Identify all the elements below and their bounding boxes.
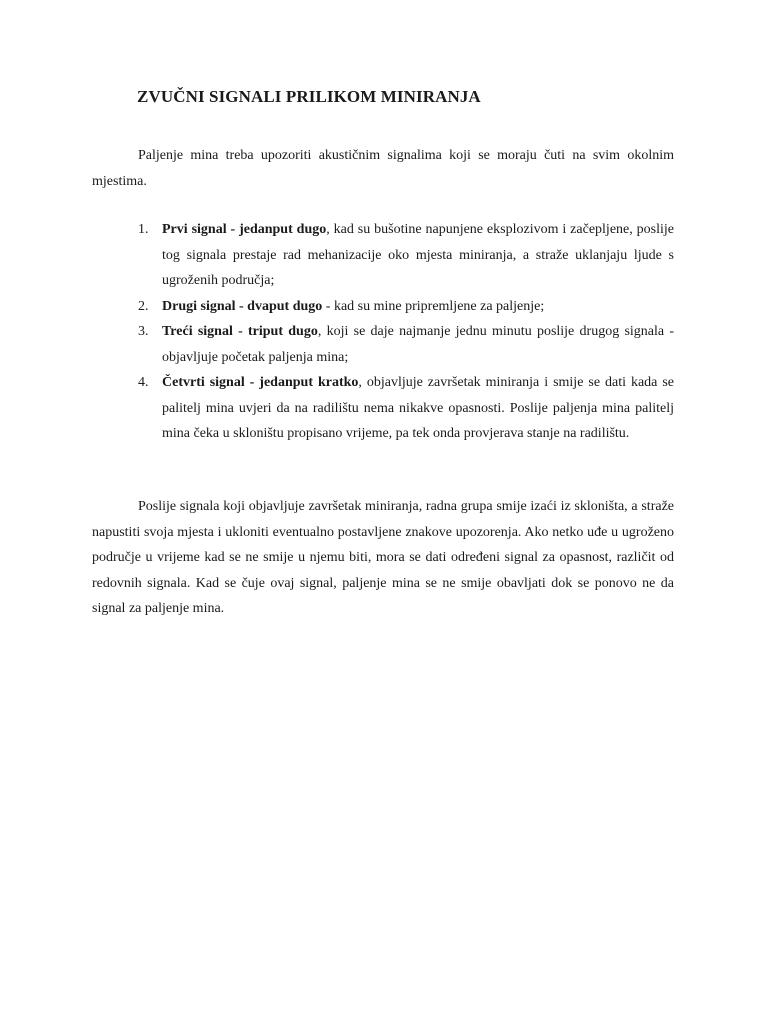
signal-label: Četvrti signal - jedanput kratko <box>162 375 359 390</box>
list-item-number: 3. <box>138 324 149 339</box>
list-item <box>92 370 674 447</box>
list-item-number: 2. <box>138 298 149 314</box>
list-item-number: 1. <box>138 222 149 237</box>
closing-paragraph: Poslije signala koji objavljuje završetak miniranja, radna grupa smije izaći iz skloništa, a straže napustiti svoja mjesta i ukloniti eventualno postavljene znakove upozorenja. Ako netko uđe u ugroženo područje u vrijeme kad se ne smije u njemu biti, mora se dati određeni signal za opasnost, različit od redovnih signala. Kad se čuje ovaj signal, paljenje mina se ne smije obavljati dok se ponovo ne da signal za paljenje mina. <box>92 499 674 616</box>
list-item-number: 4. <box>138 375 149 390</box>
list-item <box>92 217 674 294</box>
signal-description: - kad su mine pripremljene za paljenje; <box>322 298 545 314</box>
signal-label: Treći signal - triput dugo <box>162 324 318 339</box>
signal-description: , kad su bušotine napunjene eksplozivom i začepljene, poslije tog signala prestaje rad mehanizacije oko mjesta miniranja, a straže uklanjaju ljude s ugroženih područja; <box>162 222 674 288</box>
intro-paragraph: Paljenje mina treba upozoriti akustičnim signalima koji se moraju čuti na svim okolnim mjestima. <box>92 148 674 189</box>
signal-label: Prvi signal - jedanput dugo <box>162 222 327 237</box>
document-title: ZVUČNI SIGNALI PRILIKOM MINIRANJA <box>137 87 481 106</box>
signal-description: , objavljuje završetak miniranja i smije se dati kada se palitelj mina uvjeri da na radilištu nema nikakve opasnosti. Poslije paljenja mina palitelj mina čeka u skloništu propisano vrijeme, pa tek onda provjerava stanje na radilištu. <box>162 375 674 441</box>
signal-list <box>92 217 674 447</box>
signal-label: Drugi signal - dvaput dugo <box>162 298 323 314</box>
signal-description: , koji se daje najmanje jednu minutu poslije drugog signala - objavljuje početak paljenja mina; <box>162 324 675 365</box>
list-item <box>92 319 674 370</box>
list-item <box>92 294 674 320</box>
